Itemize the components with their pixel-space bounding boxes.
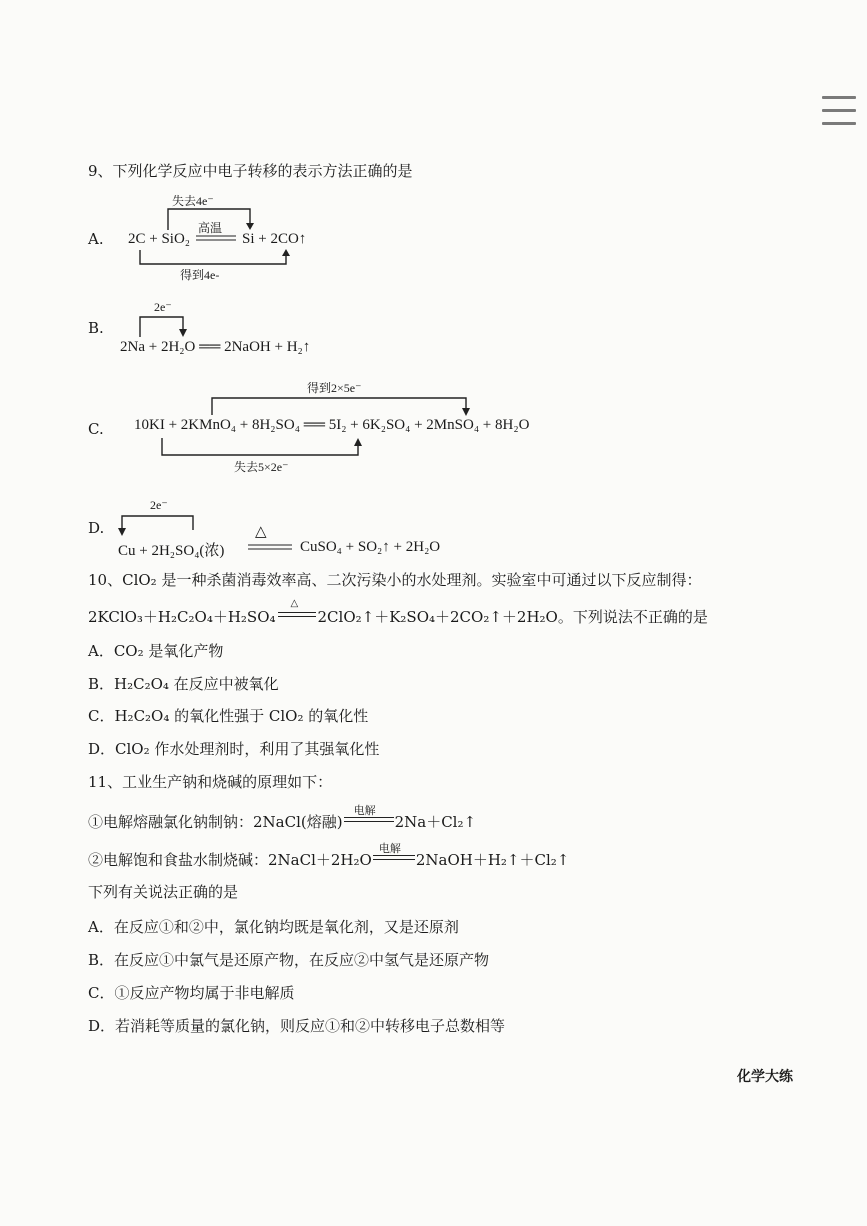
q10-option-d: D．ClO₂ 作水处理剂时，利用了其强氧化性	[88, 740, 380, 758]
q9-b-top-arrow-label: 2e⁻	[154, 300, 172, 314]
q11-r2-sign	[373, 842, 415, 865]
q10-option-c: C．H₂C₂O₄ 的氧化性强于 ClO₂ 的氧化性	[88, 707, 369, 725]
q11-r1-lhs: ①电解熔融氯化钠制钠：2NaCl(熔融)	[88, 813, 343, 831]
q9-option-b-label: B.	[88, 319, 104, 337]
q9-option-a-label: A.	[88, 230, 104, 248]
q11-r2-lhs: ②电解饱和食盐水制烧碱：2NaCl＋2H₂O	[88, 851, 372, 869]
page-footer: 化学大练	[737, 1069, 793, 1085]
q11-reaction-2	[88, 842, 570, 870]
q9-b-equation: 2Na + 2H₂O ══ 2NaOH + H₂↑	[120, 339, 311, 355]
q10-eq-rhs: 2ClO₂↑＋K₂SO₄＋2CO₂↑＋2H₂O。下列说法不正确的是	[317, 608, 708, 626]
q9-c-top-arrow-label: 得到2×5e⁻	[307, 381, 362, 395]
q10-equation	[88, 598, 708, 627]
q11-option-a: A．在反应①和②中，氯化钠均既是氧化剂，又是还原剂	[88, 918, 459, 936]
q11-sub-stem: 下列有关说法正确的是	[88, 883, 239, 901]
q9-a-condition: 高温	[198, 221, 223, 235]
q10-option-b: B．H₂C₂O₄ 在反应中被氧化	[88, 675, 279, 693]
q11-r2-rhs: 2NaOH＋H₂↑＋Cl₂↑	[415, 851, 570, 869]
q10-eq-sign	[278, 598, 316, 622]
q9-d-arrows	[0, 0, 867, 560]
q9-d-condition: △	[255, 524, 267, 540]
q11-option-d: D．若消耗等质量的氯化钠，则反应①和②中转移电子总数相等	[88, 1017, 506, 1035]
q11-r1-condition: 电解	[353, 804, 376, 817]
q11-r1-rhs: 2Na＋Cl₂↑	[394, 813, 477, 831]
q9-a-bottom-arrow-label: 得到4e-	[180, 268, 220, 282]
q9-option-c-label: C.	[88, 420, 104, 438]
q9-d-lhs: Cu + 2H₂SO₄(浓)	[118, 543, 225, 559]
q10-eq-lhs: 2KClO₃＋H₂C₂O₄＋H₂SO₄	[88, 608, 276, 626]
q9-stem: 9、下列化学反应中电子转移的表示方法正确的是	[88, 162, 413, 180]
q9-a-lhs: 2C + SiO₂	[128, 231, 191, 247]
q11-r2-condition: 电解	[378, 842, 401, 855]
q11-reaction-1	[88, 804, 477, 832]
q10-stem: 10、ClO₂ 是一种杀菌消毒效率高、二次污染小的水处理剂。实验室中可通过以下反应制得：	[88, 571, 702, 589]
q9-c-bottom-arrow-label: 失去5×2e⁻	[234, 460, 289, 474]
q9-c-equation: 10KI + 2KMnO₄ + 8H₂SO₄ ══ 5I₂ + 6K₂SO₄ + 2MnSO₄ + 8H₂O	[134, 417, 530, 433]
q9-a-top-arrow-label: 失去4e⁻	[172, 194, 214, 208]
q11-option-b: B．在反应①中氯气是还原产物，在反应②中氢气是还原产物	[88, 951, 490, 969]
q9-option-d-label: D.	[88, 519, 105, 537]
q10-eq-condition: △	[290, 598, 299, 609]
q10-option-a: A．CO₂ 是氧化产物	[88, 642, 224, 660]
q11-stem: 11、工业生产钠和烧碱的原理如下：	[88, 773, 333, 791]
q11-r1-sign	[344, 804, 394, 827]
q11-option-c: C．①反应产物均属于非电解质	[88, 984, 295, 1002]
q9-d-top-arrow-label: 2e⁻	[150, 498, 168, 512]
q9-a-rhs: Si + 2CO↑	[242, 231, 307, 247]
q9-d-rhs: CuSO₄ + SO₂↑ + 2H₂O	[300, 539, 441, 555]
